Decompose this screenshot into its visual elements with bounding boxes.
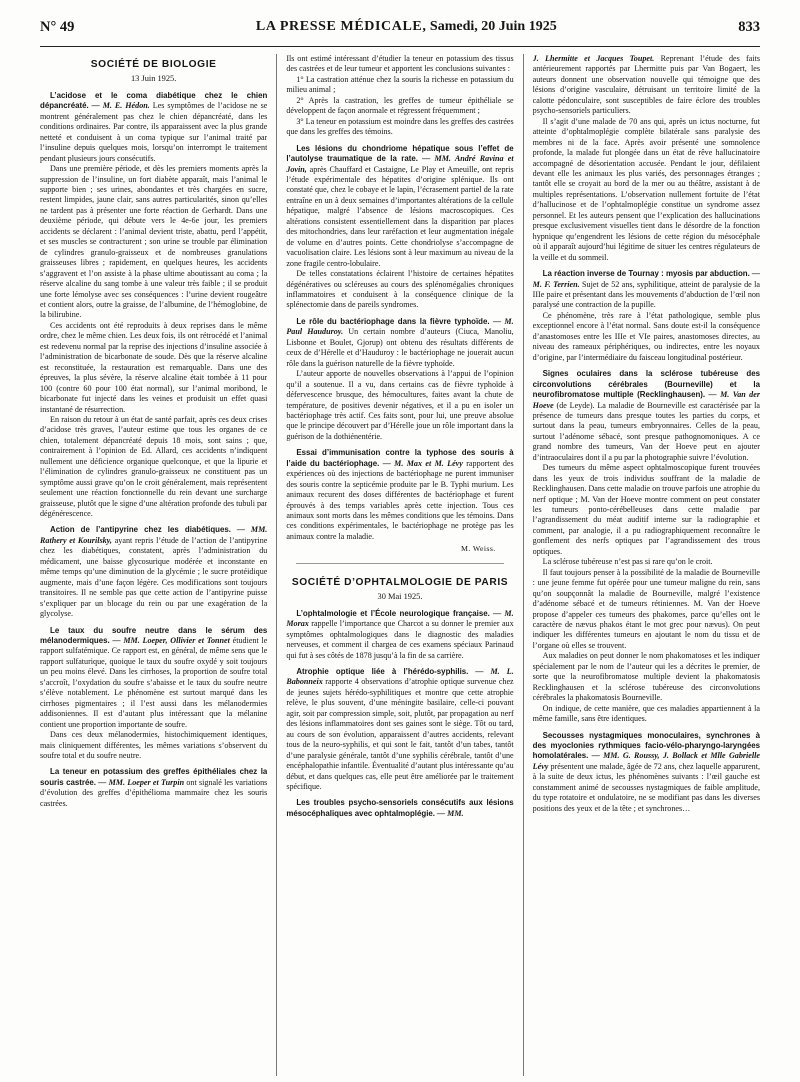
entry-soufre <box>40 626 267 731</box>
paragraph: Un certain nombre d’auteurs (Ciuca, Manoliu, Lisbonne et Boulet, Gjorup) ont obtenu des résultats différents de ceux de d’Hérelle et d’Hauduroy : le bactériophage ne jouerait aucun rôle dans la guérison naturelle de la fièvre typhoïde. <box>286 327 514 368</box>
entry-author: — M. Max et M. Lévy <box>382 458 463 468</box>
paragraph: Dans ces deux mélanodermies, histochimiquement identiques, mais cliniquement différentes, les mêmes variations s’observent du soufre total et du soufre neutre. <box>40 730 268 760</box>
column-divider <box>523 54 524 1076</box>
column-divider <box>276 54 277 1076</box>
entry-immunisation <box>286 448 513 542</box>
column-1 <box>40 54 267 1076</box>
entry-title: Le taux du soufre neutre dans le sérum des mélanodermiques. <box>40 625 268 646</box>
section-divider <box>296 563 503 564</box>
signature: M. Weiss. <box>460 544 496 554</box>
entry-ophtalmologie <box>286 609 513 661</box>
entry-chondriome <box>286 144 513 269</box>
paragraph: Ils ont estimé intéressant d’étudier la teneur en potassium des tissus des castrées et de leur tumeur et apportent les conclusions suivantes : <box>286 54 514 74</box>
paragraph <box>533 54 760 117</box>
entry-title: L’ophtalmologie et l’École neurologique française. <box>296 608 490 618</box>
issue-number: N° 49 <box>40 18 75 35</box>
paragraph: Sujet de 52 ans, syphilitique, atteint de paralysie de la IIIe paire et présentant dans les mouvements d’abduction de l’œil non paralysé une contraction de la pupille. <box>532 279 760 310</box>
paragraph: après Chauffard et Castaigne, Le Play et Ameuille, ont repris l’étude expérimentale des hépatites d’origine splénique. Ils ont constaté que, chez le cobaye et le lapin, l’écrasement partiel de la rate entraîne en un à deux semaines d’importantes altérations de la cellule hépatique, malgré l’absence de lésions macroscopiques. Ces altérations consistent essentiellement dans la disparition par places des mitochondries, dans leur raréfaction et leur augmentation inégale de volume en d’autres points. Cette chondriolyse s’accompagne de vacuolisation claire. Les lésions sont à leur maximum au niveau de la zone fragile centro-lobulaire. <box>286 164 514 268</box>
paragraph: La sclérose tubéreuse n’est pas si rare qu’on le croit. <box>542 557 713 567</box>
entry-author: — MM. <box>437 808 464 818</box>
entry-author: — MM. Loeper, Ollivier et Tonnet <box>112 636 230 646</box>
entry-title: Essai d’immunisation contre la typhose des souris à l’aide du bactériophage. <box>286 448 514 468</box>
entry-sclerose <box>533 369 760 463</box>
paragraph: Les symptômes de l’acidose ne se montrent généralement pas chez le chien dépancréaté, dans les conditions ordinaires. Par contre, ils apparaissent avec la plus grande netteté et conduisent à un coma typique sur l’animal traité par l’insuline depuis quelques mois, lorsqu’on interrompt le traitement pendant plusieurs jours consécutifs. <box>40 101 268 163</box>
entry-title: L’acidose et le coma diabétique chez le chien dépancréaté. <box>40 90 268 111</box>
paragraph: Ces accidents ont été reproduits à deux reprises dans le même ordre, chez le même chien. Les deux fois, ils ont rétrocédé et l’animal est redevenu normal par la reprise des injections d’insuline associée à l’administration de bicarbonate de soude. Dès que la réserve alcaline est reconstituée, la restauration est remarquable. Dans une des épreuves, la plus sévère, la réserve alcaline était tombée à 11 pour 100 (contre 60 pour 100 état normal), sur l’animal moribond, le bicarbonate fut injecté dans les veines et produisit un effet quasi instantané de résurrection. <box>40 320 268 414</box>
entry-author: — M. F. Terrien. <box>532 269 760 289</box>
paragraph: L’auteur apporte de nouvelles observations à l’appui de l’opinion qu’il a soutenue. Il a vu, dans certains cas de fièvre typhoïde à défervescence brusque, des hémocultures, faites avant la chute de température, de positives devenir négatives, et il a pu en isoler un bactériophage très actif. Ces faits sont, pour lui, une preuve absolue que le principe découvert par d’Hérelle joue un rôle important dans la guérison de la dothiénentérie. <box>286 369 514 441</box>
entry-atrophie <box>286 667 513 792</box>
entry-author: — M. Van der Hoeve <box>532 390 760 410</box>
paragraph: rapportent des expériences où des injections de bactériophage ne purent immuniser des souris contre la septicémie produite par le B. Typhi murium. Les animaux recurent des doses différentes de bactériophage et furent éprouvés à des temps variables après cette injection. Tous ces animaux sont morts dans les mêmes conditions que les témoins. Dans ces conditions expérimentales, le bactériophage ne protège pas les animaux contre la maladie. <box>286 458 514 541</box>
entry-title: Atrophie optique liée à l’hérédo-syphilis. <box>296 667 469 677</box>
paragraph: rapporte 4 observations d’atrophie optique survenue chez de jeunes sujets hérédo-syphilitiques et montre que cette atrophie relève, le plus souvent, d’une méningite basilaire, celle-ci pouvant agir, soit par compression simple, soit, plutôt, par propagation au nerf des lésions inflammatoires dont ses gaines sont le siège. Tôt ou tard, au cours de son évolution, apparaissent d’autres accidents, relevant tous de la neuro-syphilis, et qui sont le fait, tantôt d’un tabes, tantôt d’une paralysie générale, tantôt d’une syphilis cérébrale, tantôt d’une encéphalopathie infantile. Éventualité d’autant plus intéressante qu’au début, et dans quelques cas, elle peut être améliorée par le traitement spécifique. <box>286 677 514 791</box>
paragraph: On indique, de cette manière, que ces maladies appartiennent à la même famille, sans être identiques. <box>532 703 760 724</box>
entry-title: Secousses nystagmiques monoculaires, synchrones à des myoclonies rythmiques facio-vélo-pharyngo-laryngées homolatérales. <box>532 730 760 761</box>
column-3 <box>533 54 760 1076</box>
entry-antipyrine <box>40 525 267 619</box>
entry-author: — MM. G. Roussy, J. Bollack et Mlle Gabrielle Lévy <box>532 751 760 771</box>
entry-potassium <box>40 767 267 809</box>
article-columns <box>40 54 760 1076</box>
entry-title: La teneur en potassium des greffes épithéliales chez la souris castrée. <box>40 767 268 787</box>
paragraph: Des tumeurs du même aspect ophtalmoscopique furent trouvées dans les yeux de trois individus souffrant de la maladie de Recklinghausen. Dans cette maladie on trouve parfois une atrophie du nerf optique ; M. Van der Hoeve montre comment on peut constater les tumeurs ponto-cérébelleuses dans cette maladie par l’agrandissement du méat auditif interne sur la radiographie et comment, par analogie, il a pu radiographiquement reconnaître le gonflement des nerfs optiques par l’agrandissement des trous optiques. <box>532 463 760 556</box>
session-date: 30 Mai 1925. <box>377 592 423 602</box>
entry-author: — M. E. Hédon. <box>91 101 150 111</box>
entry-nystagmus <box>533 731 760 815</box>
entry-title: La réaction inverse de Tournay : myosis par abduction. <box>542 269 750 279</box>
entry-bacteriophage <box>286 317 513 369</box>
header-rule <box>40 46 760 47</box>
paragraph: De telles constatations éclairent l’histoire de certaines hépatites dégénératives ou scléreuses au cours des splénomégalies chroniques inflammatoires et conduisent à la conséquence clinique de la splénectomie dans de pareils syndromes. <box>286 269 514 310</box>
entry-title: Action de l’antipyrine chez les diabétiques. <box>50 525 231 535</box>
society-heading: SOCIÉTÉ D’OPHTALMOLOGIE DE PARIS <box>291 576 509 588</box>
journal-title <box>256 19 557 35</box>
paragraph: En raison du retour à un état de santé parfait, après ces deux crises d’acidose très graves, l’auteur estime que tous les organes de ce chien, totalement dépancréaté depuis 18 mois, sont sains ; que, contrairement à l’opinion de Ed. Allard, ces accidents n’indiquent nullement une déficience organique quelconque, et que la lipurie et l’élimination de cylindres granulo-graisseux ne constituent pas un symptôme aussi grave qu’on le croit généralement, mais représentent seulement une réaction fonctionnelle du rein devant une surcharge graisseuse, plutôt que le signe d’une altération profonde des tubuli par dégénérescence. <box>40 414 268 519</box>
page-header <box>40 14 760 40</box>
entry-author: — MM. André Ravina et Jovin, <box>286 154 514 174</box>
society-heading: SOCIÉTÉ DE BIOLOGIE <box>90 59 217 70</box>
entry-author: — M. Paul Hauduroy. <box>286 316 514 337</box>
entry-troubles <box>286 798 513 819</box>
paragraph: Ce phénomène, très rare à l’état pathologique, semble plus exceptionnel encore à l’état normal. Sans doute est-il la conséquence d’anastomoses entre les IIIe et VIe paires, anastomoses directes, au niveau des rameaux périphériques, ou indirectes, entre les noyaux d’origine, par l’intermédiaire du faisceau longitudinal postérieur. <box>532 310 760 362</box>
issue-date: Samedi, 20 Juin 1925 <box>426 19 557 34</box>
paragraph: (de Leyde). La maladie de Bourneville est caractérisée par la présence de tumeurs dans presque toutes les parties du corps, et surtout dans la peau, tumeurs embryonnaires. Celles de la peau, surtout l’adénome sébacé, sont presque pathognomoniques. A ce grand nombre des tumeurs, Van der Hoeve peut en ajouter d’intraoculaires dont il a pu par la photographie suivre l’évolution. <box>532 400 760 462</box>
paragraph: Il faut toujours penser à la possibilité de la maladie de Bourneville : une jeune femme fut opérée pour une tumeur maligne du rein, sans qu’on soupçonnât la maladie de Bourneville, malgré l’existence d’adénome sébacé et de tumeurs rétiniennes. M. Van der Hoeve propose d’appeler ces tumeurs des phakomes, parce qu’elles ont le caractère de nævus phakos étant le mot grec pour nævus). On peut indiquer les différentes tumeurs en ajoutant le nom du tissu et de l’organe où elles se trouvent. <box>532 567 760 650</box>
paragraph: ayant repris l’étude de l’action de l’antipyrine chez les diabétiques, constatent, après l’administration du médicament, une baisse glycosurique modérée et inconstante en même temps qu’une diminution de la glycémie ; le sucre protéidique augmente, mais d’une façon légère. Ces modifications sont toujours transitoires. Il ne semble pas que cette action de l’antipyrine puisse s’expliquer par un blocage du rein ou par une exagération de la glycolyse. <box>40 535 268 619</box>
entry-title: Les lésions du chondriome hépatique sous l’effet de l’autolyse traumatique de la rate. <box>286 143 514 164</box>
page-number: 833 <box>738 18 760 35</box>
entry-author: — M. Morax <box>286 608 514 629</box>
paragraph-text: Reprenant l’étude des faits antérieurement rapportés par Lhermitte puis par Van Bogaert, les auteurs donnent une observation nouvelle qui témoigne que des lésions d’origine vasculaire, détruisant un territoire limité de la calotte pédonculaire, sont susceptibles de faire éclore des troubles psycho-sensoriels particuliers. <box>532 54 760 116</box>
entry-title: Le rôle du bactériophage dans la fièvre typhoïde. <box>296 316 490 326</box>
paragraph: Il s’agit d’une malade de 70 ans qui, après un ictus nocturne, fut atteinte d’ophtalmoplégie complète bilatérale sans paralysie des membres ni de la face. Après avoir présenté une somnolence profonde, la malade fut plongée dans un état de rêve hallucinatoire accompagné de désorientation accusée. Pendant le jour, défilaient devant elle les animaux les plus variés, des personnages étranges ; tantôt elle se croyait au bord de la mer ou au théâtre, assistant à de multiples représentations. L’observation nullement fortuite de l’état d’hallucinose et de l’ophtalmoplégie constitue un syndrome assez personnel. Et les auteurs pensent que l’explication des hallucinations presque exclusivement visuelles tient dans le désordre de la fonction hypnique qu’engendrent les lésions de cette région du mésocéphale où il apparaît aujourd’hui légitime de situer les centres régulateurs de la veille et du sommeil. <box>532 116 760 262</box>
entry-title: Signes oculaires dans la sclérose tubéreuse des circonvolutions cérébrales (Bourneville) et la neurofibromatose multiple (Recklinghausen). <box>532 369 760 400</box>
entry-tournay <box>533 269 760 311</box>
paragraph: étudient le rapport sulfatémique. Ce rapport est, en général, de même sens que le rapport sulfaturique, quoique le taux du soufre oxydé y soit toujours un peu moins élevé. Dans les cirrhoses, la proportion de soufre total s’accroît, l’oxydation du soufre s’abaisse et le taux du soufre neutre s’élève notablement. Le phénomène est surtout marqué dans les cirrhoses pigmentaires ; il l’est aussi dans les mélanodermies addisoniennes. Il est d’autant plus intéressant que la mélanine contient une proportion importante de soufre. <box>40 636 268 729</box>
paragraph: ont signalé les variations d’évolution des greffes d’épithélioma mammaire chez les souris castrées. <box>40 777 268 808</box>
entry-author: — M. L. Babonneix <box>286 667 514 687</box>
paragraph: 1° La castration atténue chez la souris la richesse en potassium du milieu animal ; <box>286 74 514 95</box>
paragraph: rappelle l’importance que Charcot a su donner le premier aux symptômes ophtalmologiques dans le diagnostic des maladies nerveuses, et comment il chargea de ces examens spéciaux Parinaud qui fut à ses côtés de 1878 jusqu’à la fin de sa carrière. <box>286 619 514 660</box>
entry-acidose <box>40 91 267 164</box>
column-2 <box>286 54 513 1076</box>
session-date: 13 Juin 1925. <box>130 74 177 84</box>
entry-author: — MM. Rathery et Kourilsky, <box>40 525 268 545</box>
paragraph: 3° La teneur en potassium est moindre dans les greffes des castrées que dans les greffes des témoins. <box>286 116 514 137</box>
journal-name: LA PRESSE MÉDICALE, <box>255 19 427 34</box>
paragraph: présentent une malade, âgée de 72 ans, chez laquelle apparurent, à la suite de deux ictus, les phénomènes suivants : l’œil gauche est constamment animé de secousses nystagmiques de faible amplitude, du type rotatoire et ondulatoire, ne se modifiant pas dans les diverses positions des yeux et de la tête ; et synchrones… <box>532 761 760 813</box>
paragraph: Aux maladies on peut donner le nom phakomatoses et les indiquer spécialement par le nom de l’auteur qui les a décrites le premier, de sorte que la neurofibromatose multiple devient la phakomatosis Recklinghausen et la sclérose tubéreuse des circonvolutions cérébrales la phakomatosis Bourneville. <box>532 651 760 703</box>
entry-title: Les troubles psycho-sensoriels consécutifs aux lésions mésocéphaliques avec ophtalmoplégie. <box>286 798 514 818</box>
entry-author: — MM. Loeper et Turpin <box>98 777 185 787</box>
entry-author: J. Lhermitte et Jacques Toupet. <box>532 54 655 63</box>
paragraph: 2° Après la castration, les greffes de tumeur épithéliale se développent de façon anormale et régressent fréquemment ; <box>286 95 514 116</box>
paragraph: Dans une première période, et dès les premiers moments après la suppression de l’insuline, un fort diabète apparaît, mais l’animal le supporte bien ; ses urines, abondantes et très chargées en sucre, restent limpides, jaune clair, sans autres particularités, sinon qu’elles ne tardent pas à présenter une forte réaction de Gerhardt. Dans une deuxième période, qui débute vers le 4e-6e jour, les premiers accidents se déclarent : l’animal devient triste, abattu, perd l’appétit, et ses muscles se contracturent ; son urine se trouble par élimination de cylindres granulo-graisseux et de nombreuses granulations graisseuses libres ; rapidement, en quelques heures, les accidents s’aggravent et l’on assiste à la phase ultime aboutissant au coma ; la réserve alcaline du sang tombe à une valeur très faible ; il se produit une forte lémolyse avec ses conséquences : l’urine devient rougeâtre et contient alors, outre la graisse, de l’albumine, de l’hémoglobine, de la bilirubine. <box>40 164 268 320</box>
